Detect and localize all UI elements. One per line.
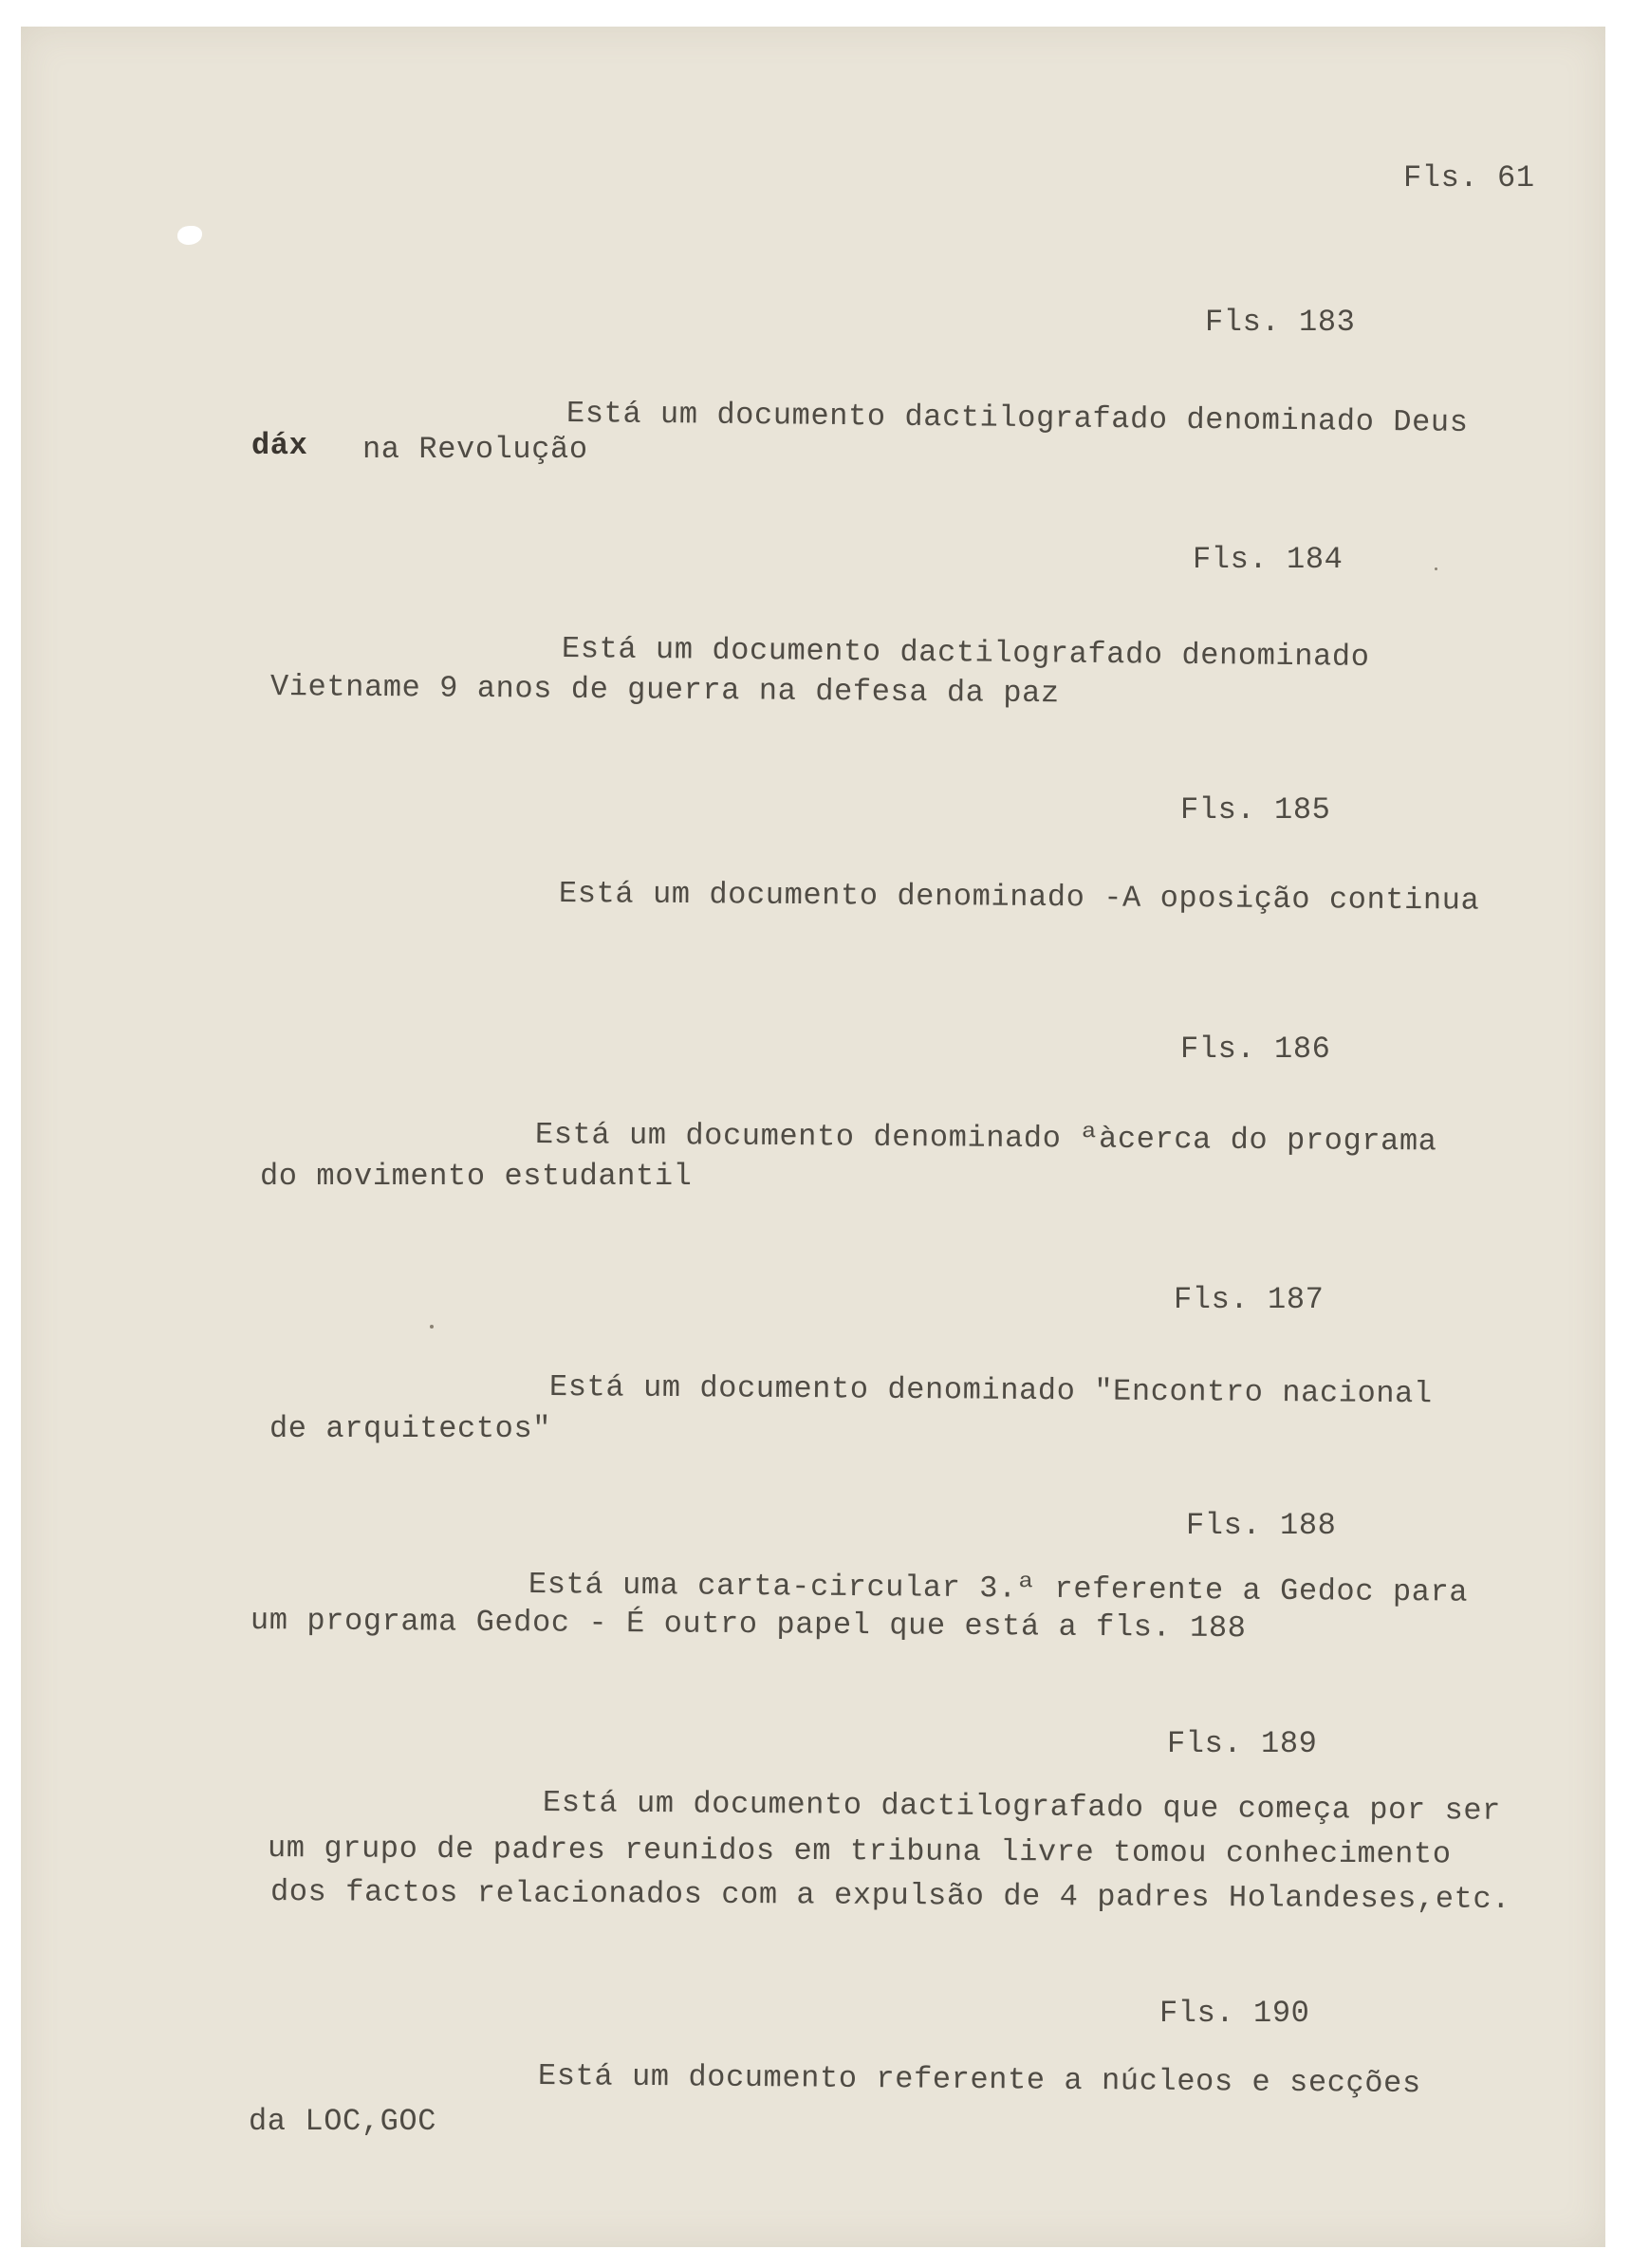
- entry-line: Está um documento dactilografado denominado Deus: [565, 396, 1469, 440]
- entry-line: Está um documento dactilografado denominado: [561, 631, 1370, 675]
- entry-line: Está uma carta-circular 3.ª referente a Gedoc para: [528, 1567, 1469, 1610]
- entry-line: de arquitectos": [269, 1411, 552, 1446]
- entry-line: na Revolução: [362, 432, 588, 467]
- entry-folio: Fls. 188: [1186, 1508, 1337, 1543]
- entry-folio: Fls. 183: [1205, 305, 1356, 340]
- entry-folio: Fls. 189: [1167, 1726, 1318, 1761]
- entry-folio: Fls. 190: [1159, 1996, 1310, 2031]
- entry-folio: Fls. 185: [1180, 792, 1331, 827]
- entry-line: Está um documento denominado ªàcerca do programa: [534, 1117, 1437, 1160]
- entry-line: dos factos relacionados com a expulsão de 4 padres Holandeses,etc.: [269, 1874, 1511, 1917]
- punch-hole: [177, 226, 202, 245]
- entry-line: Vietname 9 anos de guerra na defesa da paz: [269, 669, 1060, 712]
- entry-line: da LOC,GOC: [249, 2104, 437, 2139]
- entry-line: Está um documento denominado -A oposição continua: [558, 876, 1480, 919]
- entry-folio: Fls. 184: [1193, 542, 1344, 577]
- document-page: [21, 27, 1605, 2247]
- page-folio: Fls. 61: [1403, 160, 1535, 195]
- entry-line: Está um documento referente a núcleos e secções: [537, 2058, 1421, 2102]
- ink-speck: [1435, 567, 1437, 570]
- entry-line: Está um documento dactilografado que começa por ser: [542, 1785, 1502, 1829]
- entry-line: do movimento estudantil: [260, 1159, 693, 1194]
- entry-line: um programa Gedoc - É outro papel que está a fls. 188: [250, 1603, 1247, 1646]
- struck-word: dáx: [251, 428, 308, 463]
- entry-folio: Fls. 187: [1174, 1282, 1325, 1317]
- entry-line: um grupo de padres reunidos em tribuna livre tomou conhecimento: [267, 1831, 1452, 1872]
- ink-speck: [430, 1325, 434, 1329]
- entry-line: Está um documento denominado "Encontro nacional: [548, 1369, 1433, 1412]
- entry-folio: Fls. 186: [1180, 1032, 1331, 1067]
